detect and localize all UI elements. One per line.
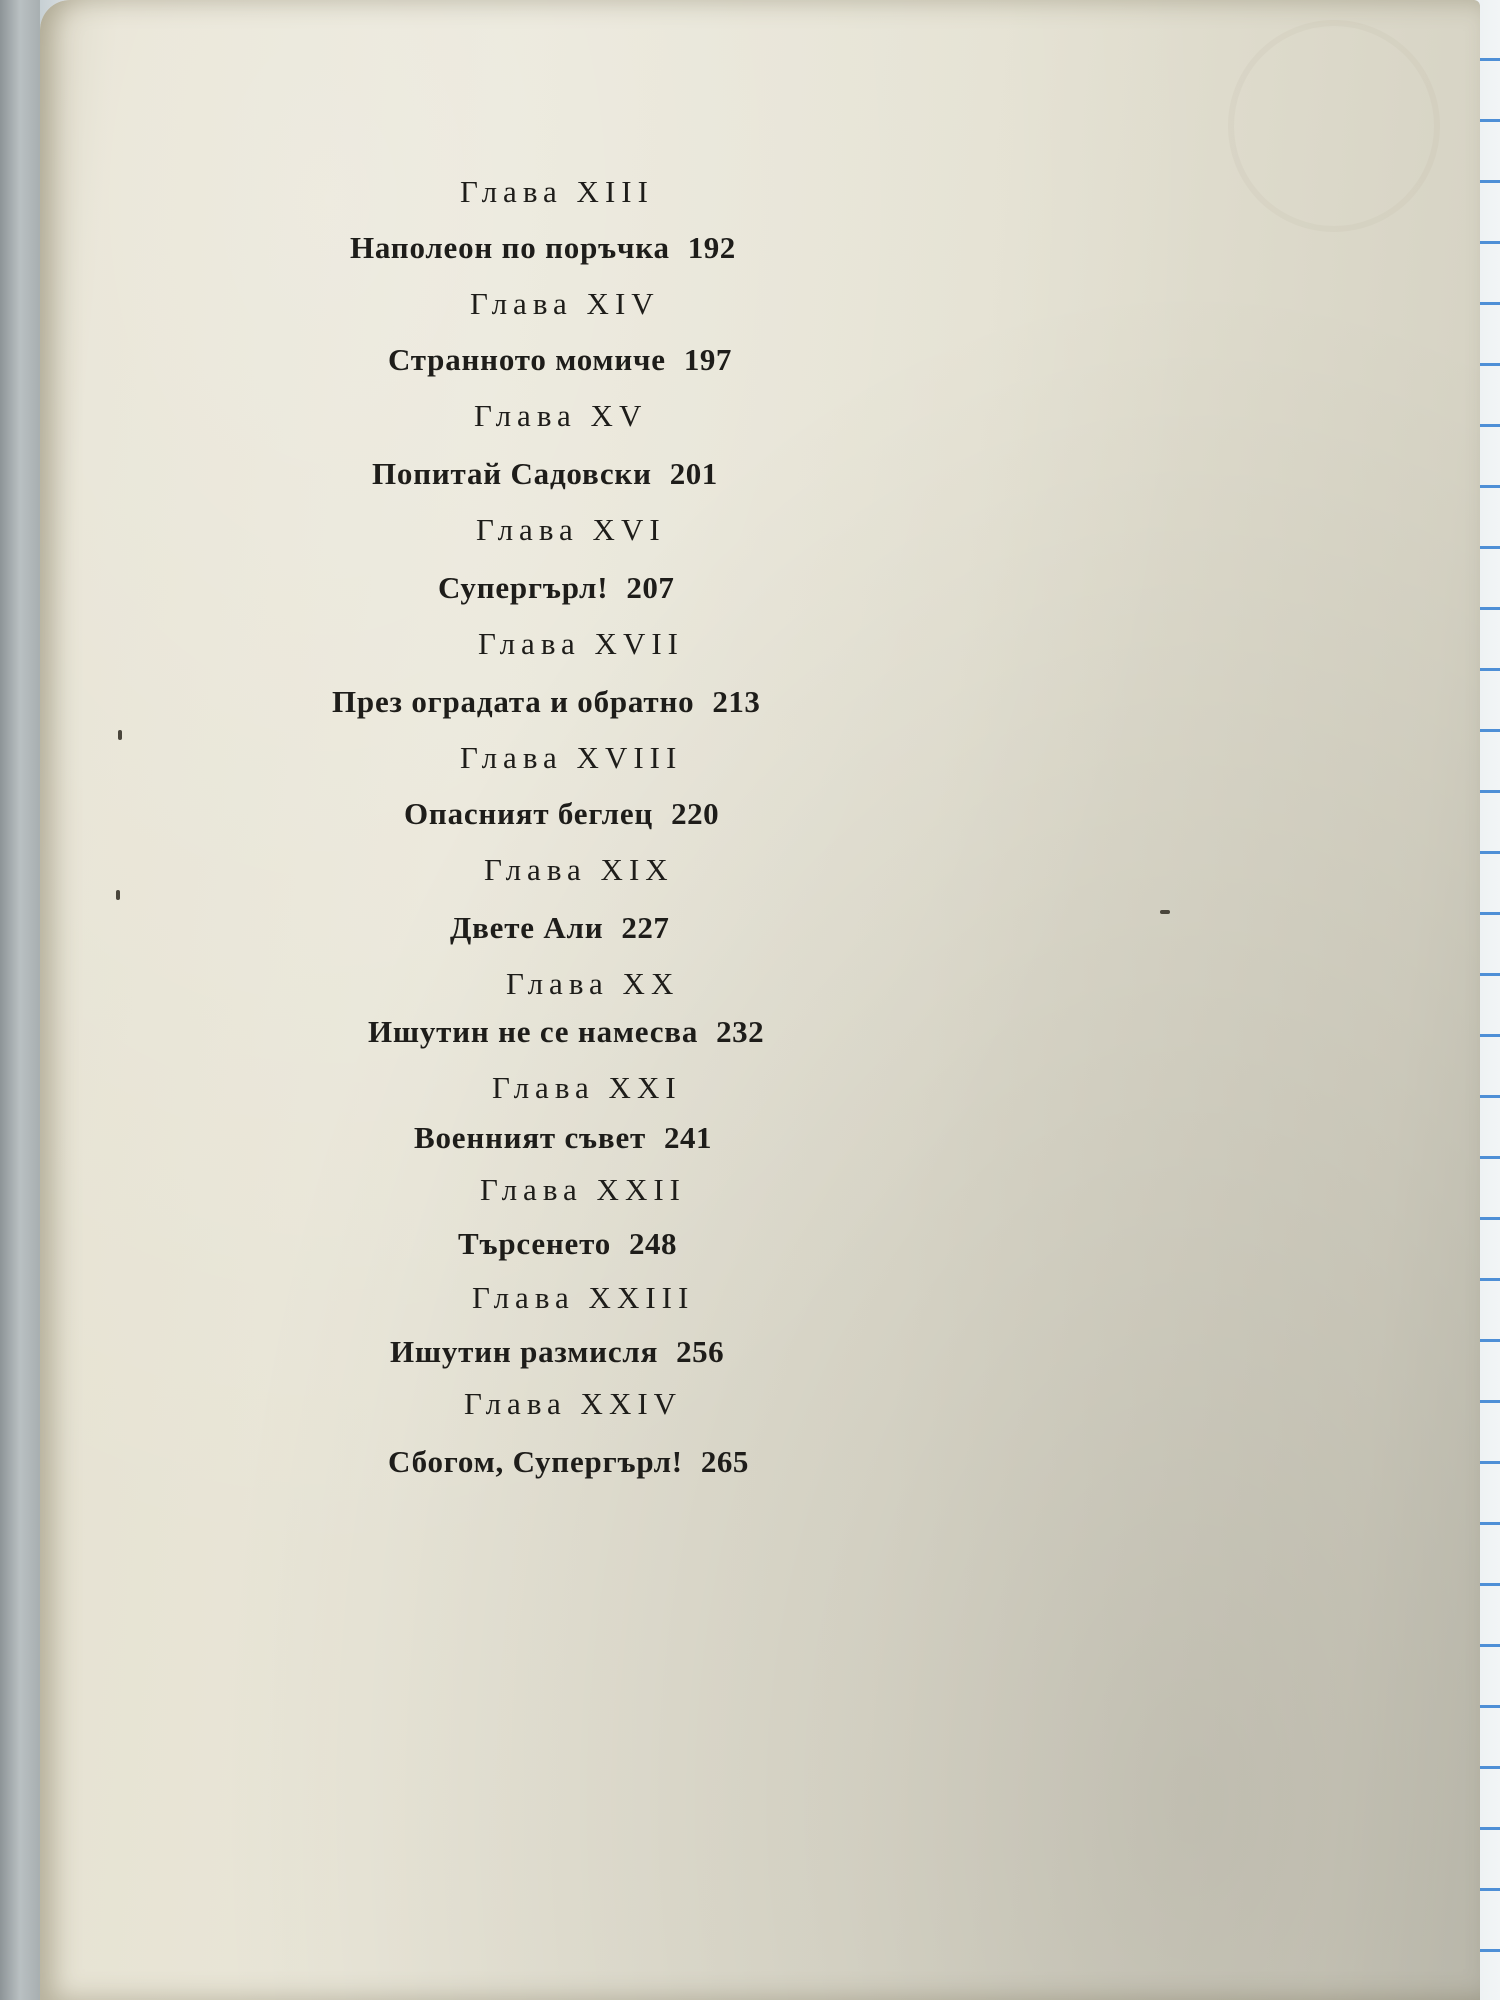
page-number: 197 bbox=[683, 342, 732, 377]
toc-entry bbox=[390, 1332, 724, 1372]
page-number: 248 bbox=[629, 1226, 678, 1261]
chapter-title: Военният съвет bbox=[414, 1120, 647, 1155]
chapter-heading: Глава XVIII bbox=[460, 740, 683, 775]
chapter-heading: Глава XIX bbox=[484, 852, 674, 887]
chapter-title: Търсенето bbox=[458, 1226, 612, 1261]
toc-entry bbox=[450, 908, 669, 948]
chapter-title: През оградата и обратно bbox=[332, 684, 695, 719]
chapter-heading: Глава XX bbox=[506, 966, 680, 1001]
chapter-title: Попитай Садовски bbox=[372, 456, 652, 491]
chapter-title: Странното момиче bbox=[388, 342, 666, 377]
chapter-title: Наполеон по поръчка bbox=[350, 230, 670, 265]
page-number: 241 bbox=[664, 1120, 713, 1155]
toc-entry bbox=[414, 1118, 712, 1158]
toc-entry bbox=[372, 454, 718, 494]
book-spine bbox=[0, 0, 40, 2000]
page-number: 201 bbox=[669, 456, 718, 491]
chapter-heading: Глава XV bbox=[474, 398, 648, 433]
chapter-title: Супергърл! bbox=[438, 570, 609, 605]
page-number: 227 bbox=[621, 910, 670, 945]
chapter-heading: Глава XIV bbox=[470, 286, 660, 321]
chapter-heading: Глава XVII bbox=[478, 626, 684, 661]
toc-entry bbox=[368, 1012, 764, 1052]
toc-entry bbox=[388, 340, 732, 380]
page-number: 256 bbox=[676, 1334, 725, 1369]
ink-spot bbox=[118, 730, 122, 740]
page-number: 213 bbox=[712, 684, 761, 719]
chapter-heading: Глава XXIV bbox=[464, 1386, 683, 1421]
toc-entry bbox=[332, 682, 760, 722]
page-stain bbox=[1228, 20, 1440, 232]
toc-entry bbox=[458, 1224, 677, 1264]
chapter-heading: Глава XXI bbox=[492, 1070, 682, 1105]
chapter-heading: Глава XIII bbox=[460, 174, 654, 209]
page-number: 207 bbox=[626, 570, 675, 605]
chapter-title: Опасният беглец bbox=[404, 796, 654, 831]
toc-entry bbox=[388, 1442, 749, 1482]
page-number: 220 bbox=[671, 796, 720, 831]
chapter-title: Сбогом, Супергърл! bbox=[388, 1444, 683, 1479]
toc-entry bbox=[350, 228, 736, 268]
page-number: 265 bbox=[700, 1444, 749, 1479]
chapter-heading: Глава XVI bbox=[476, 512, 666, 547]
page-number: 232 bbox=[716, 1014, 765, 1049]
chapter-title: Ишутин размисля bbox=[390, 1334, 659, 1369]
page-number: 192 bbox=[687, 230, 736, 265]
toc-entry bbox=[404, 794, 719, 834]
ink-spot bbox=[1160, 910, 1170, 914]
chapter-heading: Глава XXIII bbox=[472, 1280, 695, 1315]
chapter-title: Двете Али bbox=[450, 910, 604, 945]
chapter-heading: Глава XXII bbox=[480, 1172, 686, 1207]
toc-entry bbox=[438, 568, 674, 608]
ink-spot bbox=[116, 890, 120, 900]
chapter-title: Ишутин не се намесва bbox=[368, 1014, 699, 1049]
book-page bbox=[40, 0, 1480, 2000]
